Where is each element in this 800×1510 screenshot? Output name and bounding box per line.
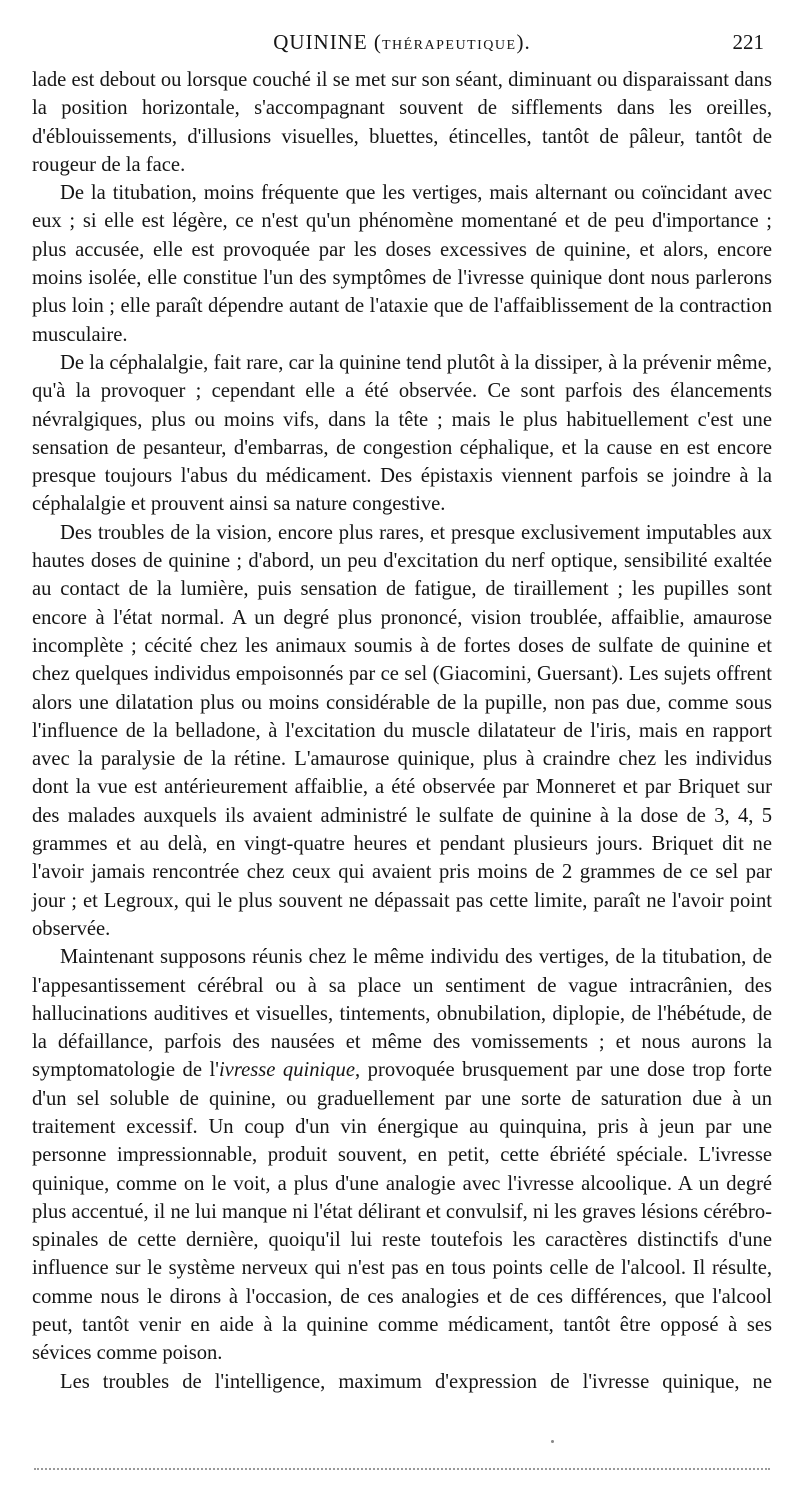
running-title-end: ). <box>516 30 531 54</box>
running-head <box>32 30 772 60</box>
page-number: 221 <box>732 30 764 54</box>
paragraph-troubles-intelligence: Les troubles de l'intelligence, maximum d'expression de l'ivresse quinique, ne <box>60 1370 772 1393</box>
paragraph-cephalalgie: De la céphalalgie, fait rare, car la quinine tend plutôt à la dissiper, à la prévenir même, qu'à la provoquer ; cependant elle a été observée. Ce sont parfois des élancements névralgiques, plus ou moins vifs, dans la tête ; mais le plus habituellement c'est une sensation de pesanteur, d'embarras, de congestion céphalique, et la cause en est encore presque toujours l'abus du médicament. Des épistaxis viennent parfois se joindre à la céphalalgie et prouvent ainsi sa nature congestive. <box>32 351 772 516</box>
paragraph-ivresse-text-start: Maintenant supposons réunis chez le même individu des vertiges, de la titubation, de l'appesantissement cérébral ou à sa place un sentiment de vague intracrânien, des hallucinations auditives et visuelles, tintements, obnubilation, diplopie, de l'hébétude, de la défaillance, parfois des nausées et même des vomissements ; et nous aurons la symptomatologie de l' <box>32 946 772 1082</box>
book-page <box>32 0 772 1510</box>
running-title-main: QUININE ( <box>273 30 382 54</box>
paragraph-ivresse-text-end: , provoquée brusquement par une dose trop forte d'un sel soluble de quinine, ou graduellement par une sorte de saturation due à un traitement excessif. Un coup d'un vin énergique au quinquina, pris à jeun par une personne impressionnable, produit souvent, en petit, cette ébriété spéciale. L'ivresse quinique, comme on le voit, a plus d'une analogie avec l'ivresse alcoolique. A un degré plus accentué, il ne lui manque ni l'état délirant et convulsif, ni les graves lésions cérébro-spinales de cette dernière, quoiqu'il lui reste toutefois les caractères distinctifs d'une influence sur le système nerveux qui n'est pas en tous points celle de l'alcool. Il résulte, comme nous le dirons à l'occasion, de ces analogies et de ces différences, que l'alcool peut, tantôt venir en aide à la quinine comme médicament, tantôt être opposé à ses sévices comme poison. <box>32 1059 773 1365</box>
paragraph-troubles-vision: Des troubles de la vision, encore plus rares, et presque exclusivement imputables aux hautes doses de quinine ; d'abord, un peu d'excitation du nerf optique, sensibilité exaltée au contact de la lumière, puis sensation de fatigue, de tiraillement ; les pupilles sont encore à l'état normal. A un degré plus prononcé, vision troublée, affaiblie, amaurose incomplète ; cécité chez les animaux soumis à de fortes doses de sulfate de quinine et chez quelques individus empoisonnés par ce sel (Giacomini, Guersant). Les sujets offrent alors une dilatation plus ou moins considérable de la pupille, non pas due, comme sous l'influence de la belladone, à l'excitation du muscle dilatateur de l'iris, mais en rapport avec la paralysie de la rétine. L'amaurose quinique, plus à craindre chez les individus dont la vue est antérieurement affaiblie, a été observée par Monneret et par Briquet sur des malades auxquels ils avaient administré le sulfate de quinine à la dose de 3, 4, 5 grammes et au delà, en vingt-quatre heures et pendant plusieurs jours. Briquet dit ne l'avoir jamais rencontrée chez ceux qui avaient pris moins de 2 grammes de ce sel par jour ; et Legroux, qui le plus souvent ne dépassait pas cette limite, paraît ne l'avoir point observée. <box>32 521 772 940</box>
body-text <box>32 66 772 1396</box>
running-title <box>32 30 772 55</box>
term-ivresse-quinique: ivresse quinique <box>218 1059 355 1082</box>
paragraph-vertiges-continued: lade est debout ou lorsque couché il se met sur son séant, diminuant ou disparaissant dans la position horizontale, s'accompagnant souvent de sifflements dans les oreilles, d'éblouissements, d'illusions visuelles, bluettes, étincelles, tantôt de pâleur, tantôt de rougeur de la face. <box>32 69 772 176</box>
running-title-smallcaps: THÉRAPEUTIQUE <box>381 38 517 53</box>
ink-speck <box>551 1440 554 1443</box>
footer-dotted-rule <box>34 1468 770 1470</box>
paragraph-ivresse-quinique <box>32 943 772 1367</box>
paragraph-titubation: De la titubation, moins fréquente que les vertiges, mais alternant ou coïncidant avec eux ; si elle est légère, ce n'est qu'un phénomène momentané et de peu d'importance ; plus accusée, elle est provoquée par les doses excessives de quinine, et alors, encore moins isolée, elle constitue l'un des symptômes de l'ivresse quinique dont nous parlerons plus loin ; elle paraît dépendre autant de l'ataxie que de l'affaiblissement de la contraction musculaire. <box>32 182 772 346</box>
